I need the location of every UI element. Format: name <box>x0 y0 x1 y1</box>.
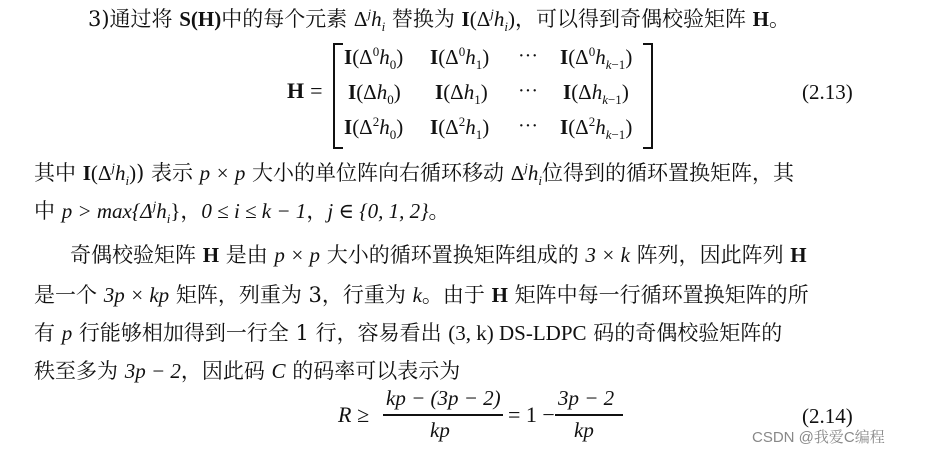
matrix-lhs <box>287 78 323 104</box>
matrix-ellipsis: ··· <box>518 115 538 137</box>
var-C: C <box>271 359 286 383</box>
matrix-ellipsis: ··· <box>518 80 538 102</box>
equation-number-2-13: (2.13) <box>802 80 853 104</box>
para2-text: 是一个 <box>34 283 104 307</box>
symbol-H: H <box>790 243 807 267</box>
matrix-cell: $I(\Delta h_0)$ <box>348 80 401 108</box>
matrix-cell: $I(\Delta^0h_1)$ <box>430 44 490 73</box>
watermark: CSDN @我爱C编程 <box>752 429 885 446</box>
para2-text: 。由于 <box>421 283 492 307</box>
frac1-denominator: kp <box>430 418 450 442</box>
max-expr: p > max{Δ <box>61 199 153 223</box>
var-k: k <box>412 283 422 307</box>
para2-text: 阵列，因此阵列 <box>629 243 791 267</box>
frac1-line <box>383 414 503 416</box>
var-pxp: p × p <box>274 243 321 267</box>
range-i: 0 ≤ i ≤ k − 1 <box>201 199 307 223</box>
sup-j: j <box>367 6 372 21</box>
sub-i: i <box>381 19 386 35</box>
matrix-cell: $I(\Delta h_1)$ <box>435 80 488 108</box>
para2-text: 码的奇偶校验矩阵的 <box>586 321 783 345</box>
symbol-H: H <box>491 283 508 307</box>
matrix-cell: $I(\Delta^2h_1)$ <box>430 114 490 143</box>
matrix-cell: $I(\Delta^2h_0)$ <box>344 114 404 143</box>
range-j: j ∈ {0, 1, 2} <box>327 199 429 223</box>
para1-text: 中 <box>34 199 62 223</box>
symbol-H: H <box>202 243 220 267</box>
matrix-H: H <box>287 78 305 103</box>
para2-line3 <box>34 318 782 348</box>
intro-line: 3)通过将 S(H)中的每个元素 $\Delta^jh_i$ 替换为 $I(\Delta^jh_i)$，可以得到奇偶校验矩阵 H。 <box>88 6 791 35</box>
comma: ， <box>180 199 202 223</box>
comma: ， <box>306 199 328 223</box>
para2-text: 行能够相加得到一行全 1 行，容易看出 <box>72 321 449 345</box>
para2-text: 的码率可以表示为 <box>285 359 461 383</box>
left-bracket <box>333 43 343 149</box>
symbol-I: I <box>461 7 470 31</box>
var-3xk: 3 × k <box>585 243 630 267</box>
frac2-line <box>555 414 623 416</box>
period: 。 <box>428 199 450 223</box>
para2-text: 矩阵，列重为 3，行重为 <box>169 283 413 307</box>
symbol-SH: S(H) <box>179 7 222 31</box>
para1-text: ) 表示 <box>136 161 200 185</box>
para2-line2 <box>34 280 809 310</box>
line1-mid: 中的每个元素 <box>221 7 354 31</box>
code-name: (3, k) DS-LDPC <box>448 321 587 345</box>
paren-open: (Δ <box>469 7 491 31</box>
matrix-cell: $I(\Delta^0h_0)$ <box>344 44 404 73</box>
paren-close: ) <box>507 7 515 31</box>
line1-suffix: ，可以得到奇偶校验矩阵 <box>514 7 753 31</box>
para2-text: 是由 <box>219 243 275 267</box>
symbol-H: H <box>752 7 770 31</box>
para2-text: 有 <box>34 321 62 345</box>
equation-number-2-14: (2.14) <box>802 404 853 428</box>
para2-line4 <box>34 356 460 386</box>
var-rank: 3p − 2 <box>124 359 181 383</box>
para1-line1: 其中 $I(\Delta^jh_i)$) 表示 p × p 大小的单位阵向右循环移动 $\Delta^jh_i$位得到的循环置换矩阵，其 <box>34 160 794 189</box>
para2-text: 奇偶校验矩阵 <box>70 243 203 267</box>
para1-line2: 中 $p > \max\{\Delta^jh_i\}$，0 ≤ i ≤ k − 1，j ∈ {0, 1, 2}。 <box>34 198 450 227</box>
right-bracket <box>643 43 653 149</box>
delta-symbol: Δ <box>353 7 368 31</box>
var-pxp: p × p <box>199 161 246 185</box>
para2-text: 秩至多为 <box>34 359 125 383</box>
var-h: h <box>371 7 382 31</box>
brace-close: } <box>170 199 181 223</box>
para1-text: 其中 <box>34 161 83 185</box>
formula-mid: = 1 − <box>508 402 555 427</box>
para2-text: 大小的循环置换矩阵组成的 <box>320 243 586 267</box>
matrix-ellipsis: ··· <box>518 45 538 67</box>
para1-text: 大小的单位阵向右循环移动 <box>245 161 511 185</box>
formula-R: R ≥ <box>338 402 370 427</box>
frac2-numerator: 3p − 2 <box>558 386 615 410</box>
matrix-cell: $I(\Delta h_{k-1})$ <box>563 80 629 108</box>
frac1-numerator: kp − (3p − 2) <box>386 386 501 410</box>
para2-text: ，因此码 <box>180 359 272 383</box>
matrix-cell: $I(\Delta^2h_{k-1})$ <box>560 114 633 143</box>
var-p: p <box>61 321 73 345</box>
para2-line1 <box>70 240 807 270</box>
var-dims: 3p × kp <box>103 283 170 307</box>
matrix-cell: $I(\Delta^0h_{k-1})$ <box>560 44 633 73</box>
line1-period: 。 <box>769 7 791 31</box>
frac2-denominator: kp <box>574 418 594 442</box>
matrix-equals: = <box>310 78 323 103</box>
para1-text: 位得到的循环置换矩阵，其 <box>541 161 794 185</box>
line1-prefix: 3)通过将 <box>88 7 180 31</box>
line1-replace: 替换为 <box>385 7 462 31</box>
para2-text: 矩阵中每一行循环置换矩阵的所 <box>507 283 809 307</box>
